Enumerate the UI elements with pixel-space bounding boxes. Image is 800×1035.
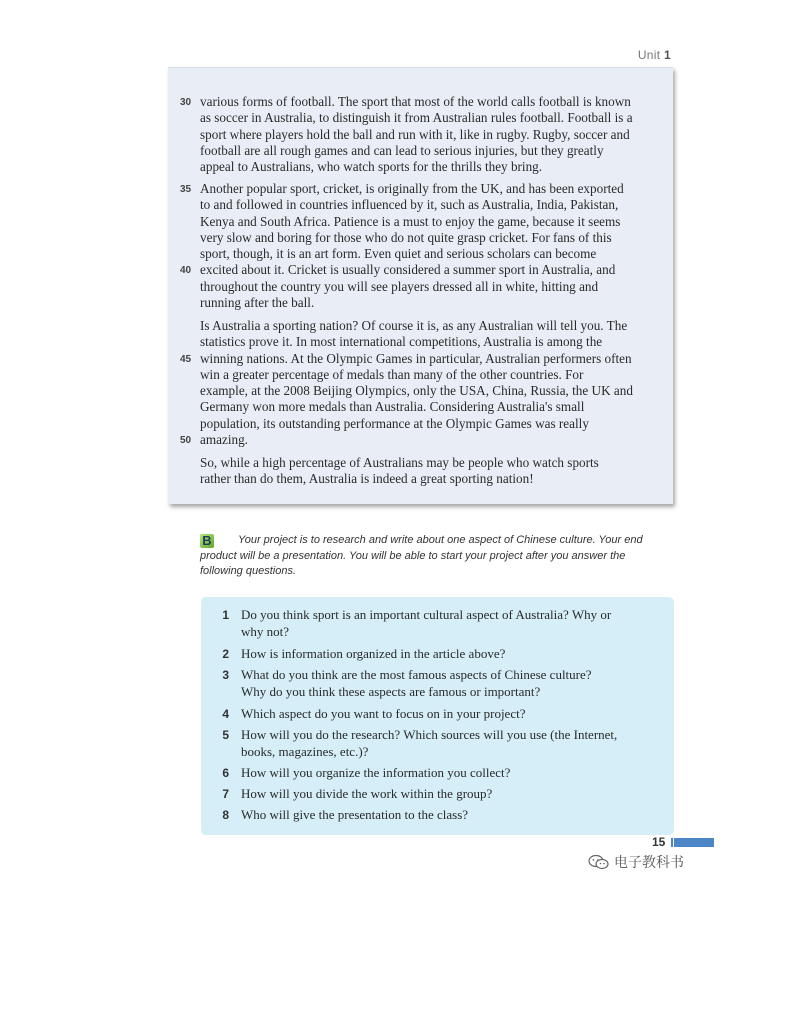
text-line: example, at the 2008 Beijing Olympics, only the USA, China, Russia, the UK and [200,383,633,399]
text-line: statistics prove it. In most international competitions, Australia is among the [200,334,603,350]
question-text: How will you organize the information you collect? [241,765,511,780]
page-accent-divider [671,838,673,847]
text-line: football are all rough games and can lead to serious injuries, but they greatly [200,142,604,158]
text-line: win a greater percentage of medals than many of the other countries. For [200,366,584,382]
page-number: 15 [652,835,666,849]
text-line: very slow and boring for those who do not quite grasp cricket. For fans of this [200,229,612,245]
text-line: as soccer in Australia, to distinguish it from Australian rules football. Football is a [200,110,633,126]
text-line: Kenya and South Africa. Patience is a must to enjoy the game, because it seems [200,213,621,229]
reading-passage [168,67,673,504]
paragraph-3 [180,318,668,448]
instruction-line: B Your project is to research and write about one aspect of Chinese culture. Your end [200,533,670,549]
question-text: Why do you think these aspects are famous or important? [241,683,541,699]
question-number: 3 [222,668,229,682]
text-line: sport, though, it is an art form. Even quiet and serious scholars can become [200,246,597,262]
question-text: How will you do the research? Which sources will you use (the Internet, [241,727,618,742]
text-line: sport where players hold the ball and run with it, like in rugby. Rugby, soccer and [200,126,630,142]
line-number: 45 [180,353,192,365]
question-number: 2 [222,647,229,661]
unit-number: 1 [664,48,671,62]
wechat-icon [588,854,610,870]
watermark [588,852,684,872]
question-number: 8 [222,808,229,822]
question-text: Do you think sport is an important cultural aspect of Australia? Why or [241,607,612,622]
text-line: 30 various forms of football. The sport that most of the world calls football is known [200,94,668,110]
text-line: population, its outstanding performance at the Olympic Games was really [200,415,589,431]
text-line: to and followed in countries influenced by it, such as Australia, India, Pakistan, [200,197,619,213]
questions-panel [201,597,674,835]
instruction-line: following questions. [200,565,297,577]
text-line: running after the ball. [200,295,315,311]
question-number: 4 [222,707,229,721]
question-number: 6 [222,766,229,780]
text-line: appeal to Australians, who watch sports for the thrills they bring. [200,159,543,175]
unit-header [638,48,671,62]
question-text: How will you divide the work within the group? [241,786,493,801]
line-number: 50 [180,435,192,447]
question-text: What do you think are the most famous aspects of Chinese culture? [241,667,592,682]
text-line: So, while a high percentage of Australians may be people who watch sports [200,455,599,470]
text-line: Is Australia a sporting nation? Of course it is, as any Australian will tell you. The [200,318,628,333]
question-text: books, magazines, etc.)? [241,743,369,759]
question-text: How is information organized in the article above? [241,646,506,661]
line-number: 35 [180,184,192,195]
question-number: 5 [222,728,229,742]
line-number: 40 [180,265,192,277]
text-line: 50 amazing. [200,432,668,448]
paragraph-4 [200,455,668,488]
question-text: why not? [241,623,290,639]
question-text: Who will give the presentation to the class? [241,807,469,822]
line-number: 30 [180,97,192,108]
text-line: 40 excited about it. Cricket is usually considered a summer sport in Australia, and [200,262,668,278]
text-line: 35 Another popular sport, cricket, is originally from the UK, and has been exported [200,181,668,197]
paragraph-1 [180,94,668,175]
page-accent-bar [674,838,714,847]
question-number: 7 [222,787,229,801]
watermark-text: 电子教科书 [614,855,684,871]
section-b-instructions [200,533,670,580]
section-b-badge: B [200,534,214,548]
unit-label: Unit [637,48,661,62]
text-line: throughout the country you will see players dressed all in white, hitting and [200,278,599,294]
paragraph-2 [180,181,668,311]
text-line: rather than do them, Australia is indeed a great sporting nation! [200,471,534,487]
text-line: 45 winning nations. At the Olympic Games in particular, Australian performers often [200,351,668,367]
question-text: Which aspect do you want to focus on in your project? [241,706,526,721]
instruction-line: product will be a presentation. You will be able to start your project after you answer the [200,549,626,562]
text-line: Germany won more medals than Australia. Considering Australia's small [200,399,585,415]
question-number: 1 [222,608,229,622]
